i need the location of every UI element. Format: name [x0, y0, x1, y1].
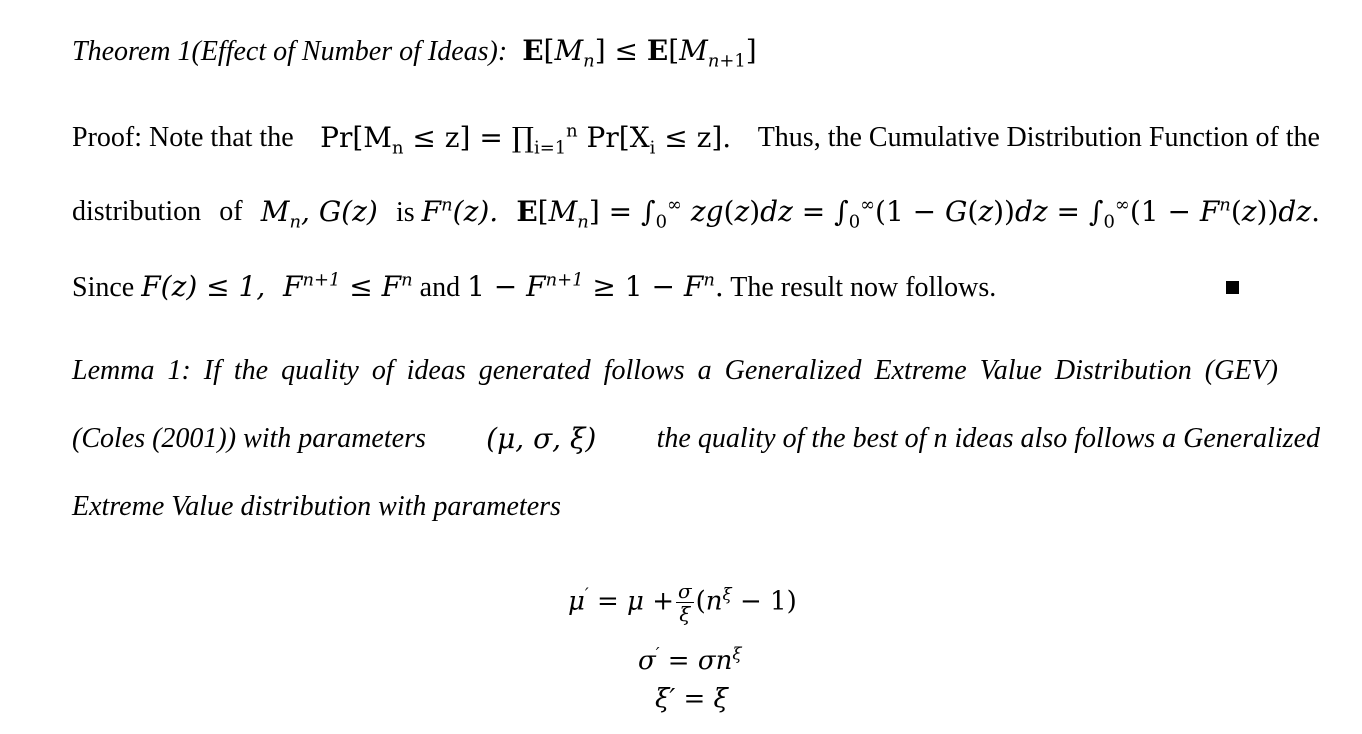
qed-square-icon: [1226, 281, 1239, 294]
proof-text-1b: Thus, the Cumulative Distribution Function of the: [757, 122, 1320, 153]
lemma-params: (μ, σ, ξ): [486, 422, 597, 455]
equation-mu-prime: μ′ = μ + $\frac{\sigma}{\xi}$ $(n^\xi - 1)$: [568, 579, 797, 626]
lemma-line-2: [72, 422, 1320, 456]
proof-formula-expectation: $E[M_n] = \int_0^\infty$ $zg(z)dz = \int_0^\infty(1 - G(z))dz = \int_0^\infty(1 - F^n(z))dz$.: [516, 194, 1320, 233]
proof-text-2c: is $F^n(z)$.: [395, 194, 499, 228]
theorem-label: Theorem 1(Effect of Number of Ideas):: [72, 36, 508, 67]
lemma-text-2b: the quality of the best of n ideas also follows a Generalized: [656, 423, 1320, 454]
proof-text-1a: Proof: Note that the: [72, 122, 294, 153]
lemma-text-3: Extreme Value distribution with parameters: [72, 491, 561, 522]
proof-text-3a: Since: [72, 272, 135, 303]
lemma-line-1: [72, 354, 1320, 388]
proof-line-3: [72, 270, 996, 305]
proof-text-3c: The result now follows.: [730, 272, 997, 303]
lemma-text-2a: (Coles (2001)) with parameters: [72, 423, 426, 454]
lemma-text-1: Lemma 1: If the quality of ideas generated follows a Generalized Extreme Value Distribution (GEV): [72, 355, 1278, 386]
proof-line-1: [72, 120, 1320, 159]
proof-formula-inequality-2: $1 - F^{n+1} \ge 1 - F^n$.: [467, 269, 724, 303]
theorem-line: [72, 34, 757, 72]
proof-line-2: [72, 194, 1320, 233]
proof-text-2b: of: [219, 196, 243, 227]
proof-text-3b: and: [419, 272, 461, 303]
proof-formula-product: $Pr[M_n \le z]$ = $\prod_{i=1}^n$ $Pr[X_i \le z]$.: [320, 120, 732, 159]
proof-text-2a: distribution: [72, 196, 202, 227]
equation-xi-prime: ξ′ = ξ: [655, 684, 728, 714]
theorem-statement: $E[M_n] \le E[M_{n+1}]$: [522, 34, 757, 72]
equation-sigma-prime: $\sigma' = \sigma n^\xi$: [638, 644, 742, 676]
proof-formula-inequality-1: F(z) ≤ 1, $F^{n+1} \le F^n$: [141, 269, 413, 303]
proof-formula-mn-gz: $M_n$, G(z): [260, 195, 378, 233]
lemma-line-3: [72, 490, 561, 524]
